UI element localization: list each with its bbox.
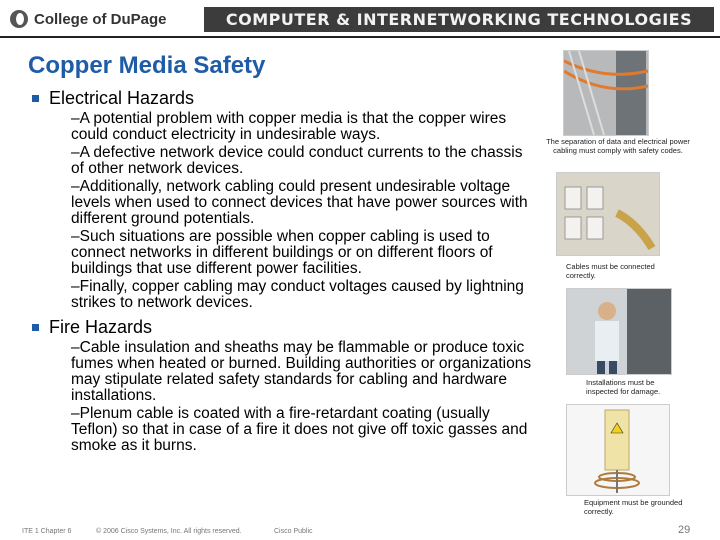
caption: Cables must be connected correctly. xyxy=(566,262,655,280)
cabling-photo xyxy=(563,50,649,136)
list-item: –Additionally, network cabling could present undesirable voltage levels when used to connect devices that have power sources with different ground potentials. xyxy=(71,178,528,227)
footer-copyright: © 2006 Cisco Systems, Inc. All rights reserved. xyxy=(96,528,242,535)
section-heading: Fire Hazards xyxy=(28,317,538,338)
bullet-icon xyxy=(32,95,39,102)
section-heading: Electrical Hazards xyxy=(28,88,538,109)
bullet-icon xyxy=(32,324,39,331)
sub-list xyxy=(71,111,538,311)
wall-jack-photo xyxy=(556,172,660,256)
college-logo xyxy=(10,8,167,30)
grounding-graphic xyxy=(567,405,669,495)
header-divider xyxy=(0,36,720,38)
page-number: 29 xyxy=(678,524,691,536)
footer-right: Cisco Public xyxy=(274,528,313,535)
list-item: –Such situations are possible when copper cabling is used to connect networks in different buildings or on different floors of buildings that use different power facilities. xyxy=(71,228,493,277)
logo-text: College of DuPage xyxy=(34,10,167,28)
sub-list xyxy=(71,340,538,454)
list-item: –A defective network device could conduct currents to the chassis of other network devices. xyxy=(71,144,523,177)
header xyxy=(0,0,720,38)
grounding-photo xyxy=(566,404,670,496)
college-logo-icon xyxy=(10,10,28,28)
list-item: –Plenum cable is coated with a fire-retardant coating (usually Teflon) so that in case of a fire it does not give off toxic gasses and smoke as it burns. xyxy=(71,405,528,454)
list-item: –Finally, copper cabling may conduct voltages caused by lightning strikes to network devices. xyxy=(71,278,524,311)
cabling-photo-graphic xyxy=(564,51,648,135)
content xyxy=(28,88,538,456)
caption: Equipment must be grounded correctly. xyxy=(584,498,683,516)
footer-left: ITE 1 Chapter 6 xyxy=(22,528,72,535)
caption: Installations must be inspected for damage. xyxy=(586,378,661,396)
page-title: Copper Media Safety xyxy=(28,52,266,79)
caption: The separation of data and electrical power cabling must comply with safety codes. xyxy=(546,137,690,155)
list-item: –A potential problem with copper media is that the copper wires could conduct electricity in undesirable ways. xyxy=(71,110,507,143)
wall-jack-graphic xyxy=(557,173,659,255)
technician-graphic xyxy=(567,289,671,374)
banner: COMPUTER & INTERNETWORKING TECHNOLOGIES xyxy=(204,7,714,32)
technician-photo xyxy=(566,288,672,375)
list-item: –Cable insulation and sheaths may be flammable or produce toxic fumes when heated or burned. Building authorities or organizations may stipulate related safety standards for cabling and hardware installations. xyxy=(71,339,532,404)
